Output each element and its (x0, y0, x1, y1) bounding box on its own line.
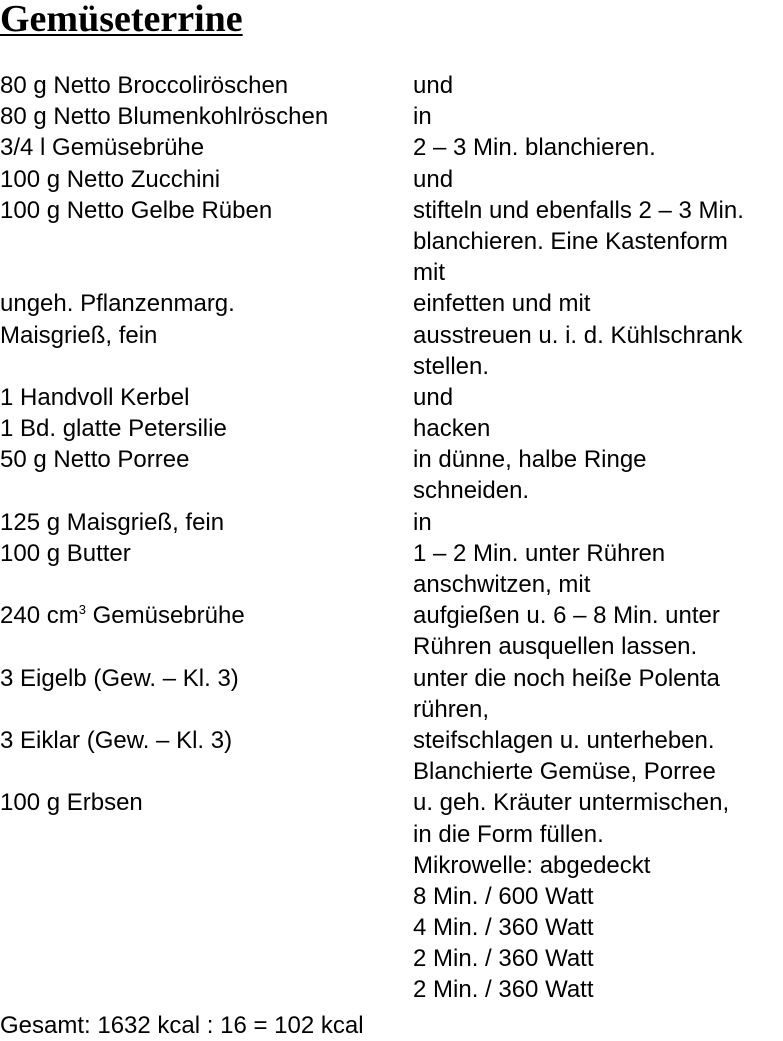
ingredient: 240 $cm^3$ Gemüsebrühe (0, 602, 245, 630)
instruction-line: 8 Min. / 600 Watt (413, 882, 594, 910)
instruction (413, 725, 783, 787)
instruction (413, 538, 783, 600)
recipe-row (0, 70, 783, 101)
unit-superscript: 3 (78, 602, 86, 618)
instruction-line: mit (413, 259, 445, 287)
recipe-row (0, 444, 783, 506)
recipe-row (0, 101, 783, 132)
recipe-row (0, 195, 783, 289)
instruction-line: in (413, 508, 432, 536)
recipe-row (0, 288, 783, 319)
instruction (413, 70, 783, 101)
instruction-line: 2 – 3 Min. blanchieren. (413, 134, 656, 162)
ingredient: 125 g Maisgrieß, fein (0, 508, 225, 536)
instruction-line: und (413, 72, 454, 99)
instruction-line: und (413, 383, 454, 411)
ingredient: ungeh. Pflanzenmarg. (0, 290, 235, 318)
instruction (413, 288, 783, 319)
ingredient: 100 g Netto Zucchini (0, 165, 221, 193)
ingredient: 3 Eigelb (Gew. – Kl. 3) (0, 664, 239, 692)
recipe-row (0, 725, 783, 787)
instruction-line: stellen. (413, 352, 490, 380)
instruction-line: steifschlagen u. unterheben. (413, 726, 715, 754)
instruction-line: einfetten und mit (413, 290, 591, 318)
instruction-line: 2 Min. / 360 Watt (413, 976, 594, 1004)
instruction-line: anschwitzen, mit (413, 571, 591, 598)
ingredient: 3 Eiklar (Gew. – Kl. 3) (0, 726, 233, 754)
recipe-row (0, 663, 783, 725)
instruction-line: u. geh. Kräuter untermischen, (413, 789, 730, 817)
ingredient: 1 Bd. glatte Petersilie (0, 415, 227, 443)
instruction (413, 164, 783, 195)
instruction (413, 101, 783, 132)
recipe-row (0, 320, 783, 382)
recipe-row (0, 538, 783, 600)
instruction-line: ausstreuen u. i. d. Kühlschrank (413, 321, 743, 349)
recipe-row (0, 413, 783, 444)
instruction-line: in dünne, halbe Ringe (413, 446, 647, 474)
instruction-line: blanchieren. Eine Kastenform (413, 227, 728, 255)
instruction-line: und (413, 165, 454, 193)
instruction-line: hacken (413, 415, 491, 443)
calorie-total: Gesamt: 1632 kcal : 16 = 102 kcal (0, 1012, 364, 1039)
ingredient: 100 g Netto Gelbe Rüben (0, 196, 273, 224)
instruction (413, 444, 783, 506)
ingredient: 80 g Netto Blumenkohlröschen (0, 103, 329, 131)
ingredient: 80 g Netto Broccoliröschen (0, 72, 289, 99)
recipe-rows (0, 70, 783, 1006)
page-title: Gemüseterrine (0, 0, 243, 40)
instruction-line: in die Form füllen. (413, 820, 604, 848)
instruction-line: Rühren ausquellen lassen. (413, 633, 698, 661)
instruction-line: in (413, 103, 432, 131)
instruction-line: aufgießen u. 6 – 8 Min. unter (413, 602, 720, 630)
instruction (413, 787, 783, 1005)
instruction-line: 1 – 2 Min. unter Rühren (413, 539, 666, 567)
instruction (413, 507, 783, 538)
ingredient: 3/4 l Gemüsebrühe (0, 134, 205, 162)
ingredient: 100 g Butter (0, 539, 131, 567)
ingredient: 100 g Erbsen (0, 789, 143, 817)
instruction-line: 4 Min. / 360 Watt (413, 914, 594, 942)
ingredient: 1 Handvoll Kerbel (0, 383, 190, 411)
instruction (413, 132, 783, 163)
recipe-row (0, 164, 783, 195)
instruction (413, 663, 783, 725)
instruction (413, 413, 783, 444)
instruction-line: 2 Min. / 360 Watt (413, 945, 594, 973)
recipe-row (0, 600, 783, 662)
recipe-row (0, 787, 783, 1005)
ingredient: Maisgrieß, fein (0, 321, 158, 349)
instruction-line: stifteln und ebenfalls 2 – 3 Min. (413, 196, 744, 224)
instruction (413, 320, 783, 382)
instruction-line: Blanchierte Gemüse, Porree (413, 758, 716, 786)
instruction (413, 600, 783, 662)
recipe-row (0, 132, 783, 163)
recipe-row (0, 507, 783, 538)
instruction (413, 382, 783, 413)
recipe-row (0, 382, 783, 413)
instruction-line: Mikrowelle: abgedeckt (413, 851, 651, 879)
instruction-line: rühren, (413, 695, 490, 723)
instruction (413, 195, 783, 289)
instruction-line: schneiden. (413, 477, 530, 505)
ingredient: 50 g Netto Porree (0, 446, 190, 474)
instruction-line: unter die noch heiße Polenta (413, 664, 720, 692)
